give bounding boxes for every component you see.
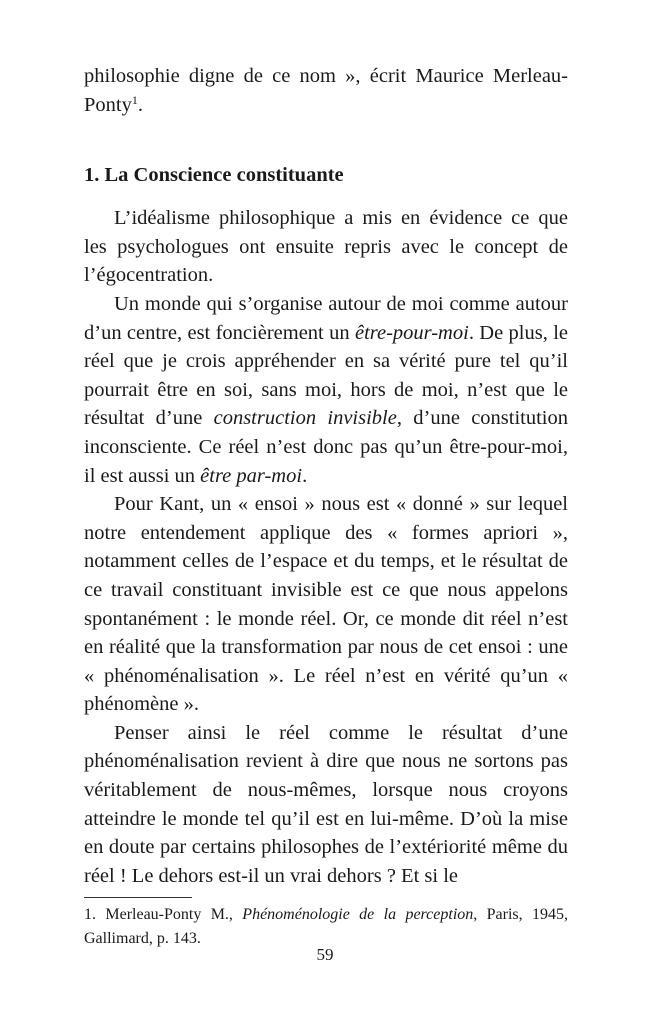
paragraph-2-text-d: . [302,464,308,487]
paragraph-4: Penser ainsi le réel comme le résultat d’une phénoménalisation revient à dire que nous ne sortons pas véritablement de nous-mêmes, lorsque nous croyons atteindre le monde tel qu’il est en lui-même. D’où la mise en doute par certains philosophes de l’extériorité même du réel ! Le dehors est-il un vrai dehors ? Et si le [84,721,568,887]
intro-end: . [137,93,143,116]
page-number: 59 [316,945,334,964]
section-heading: 1. La Conscience constituante [84,164,344,187]
footnote-divider [84,897,192,898]
paragraph-2-text-c: , d’une constitution inconsciente. Ce réel n’est donc pas qu’un être-pour-moi, il est aussi un [84,407,569,487]
footnote [84,903,568,950]
paragraph-2-text-b: . De plus, le réel que je crois appréhender en sa vérité pure tel qu’il pourrait être en soi, sans moi, hors de moi, n’est que le résultat d’une [84,321,568,430]
section-body [84,204,568,890]
footnote-title: Phénoménologie de la perception [242,906,474,924]
footnote-prefix: 1. Merleau-Ponty M., [84,906,243,924]
intro-paragraph [84,62,568,119]
paragraph-1: L’idéalisme philosophique a mis en évidence ce que les psychologues ont ensuite repris avec le concept de l’égocentration. [84,207,568,287]
paragraph-2-text-a: Un monde qui s’organise autour de moi comme autour d’un centre, est foncièrement un [84,292,568,344]
emphasis-construction-invisible: construction invisible [213,407,397,430]
page-content [84,62,568,950]
intro-text: philosophie digne de ce nom », écrit Maurice Merleau-Ponty [84,65,568,116]
paragraph-3: Pour Kant, un « ensoi » nous est « donné » sur lequel notre entendement applique des « formes apriori », notamment celles de l’espace et du temps, et le résultat de ce travail constituant invisible est ce que nous appelons spontanément : le monde réel. Or, ce monde dit réel n’est en réalité que la transformation par nous de cet ensoi : une « phénoménalisation ». Le réel n’est en vérité qu’un « phénomène ». [84,493,568,716]
footnote-reference: 1 [131,92,138,107]
paragraph-2 [84,290,568,490]
emphasis-etre-pour-moi: être-pour-moi [354,321,469,344]
footnote-suffix: , Paris, 1945, Gallimard, p. 143. [84,906,569,947]
emphasis-etre-par-moi: être par-moi [200,464,303,487]
